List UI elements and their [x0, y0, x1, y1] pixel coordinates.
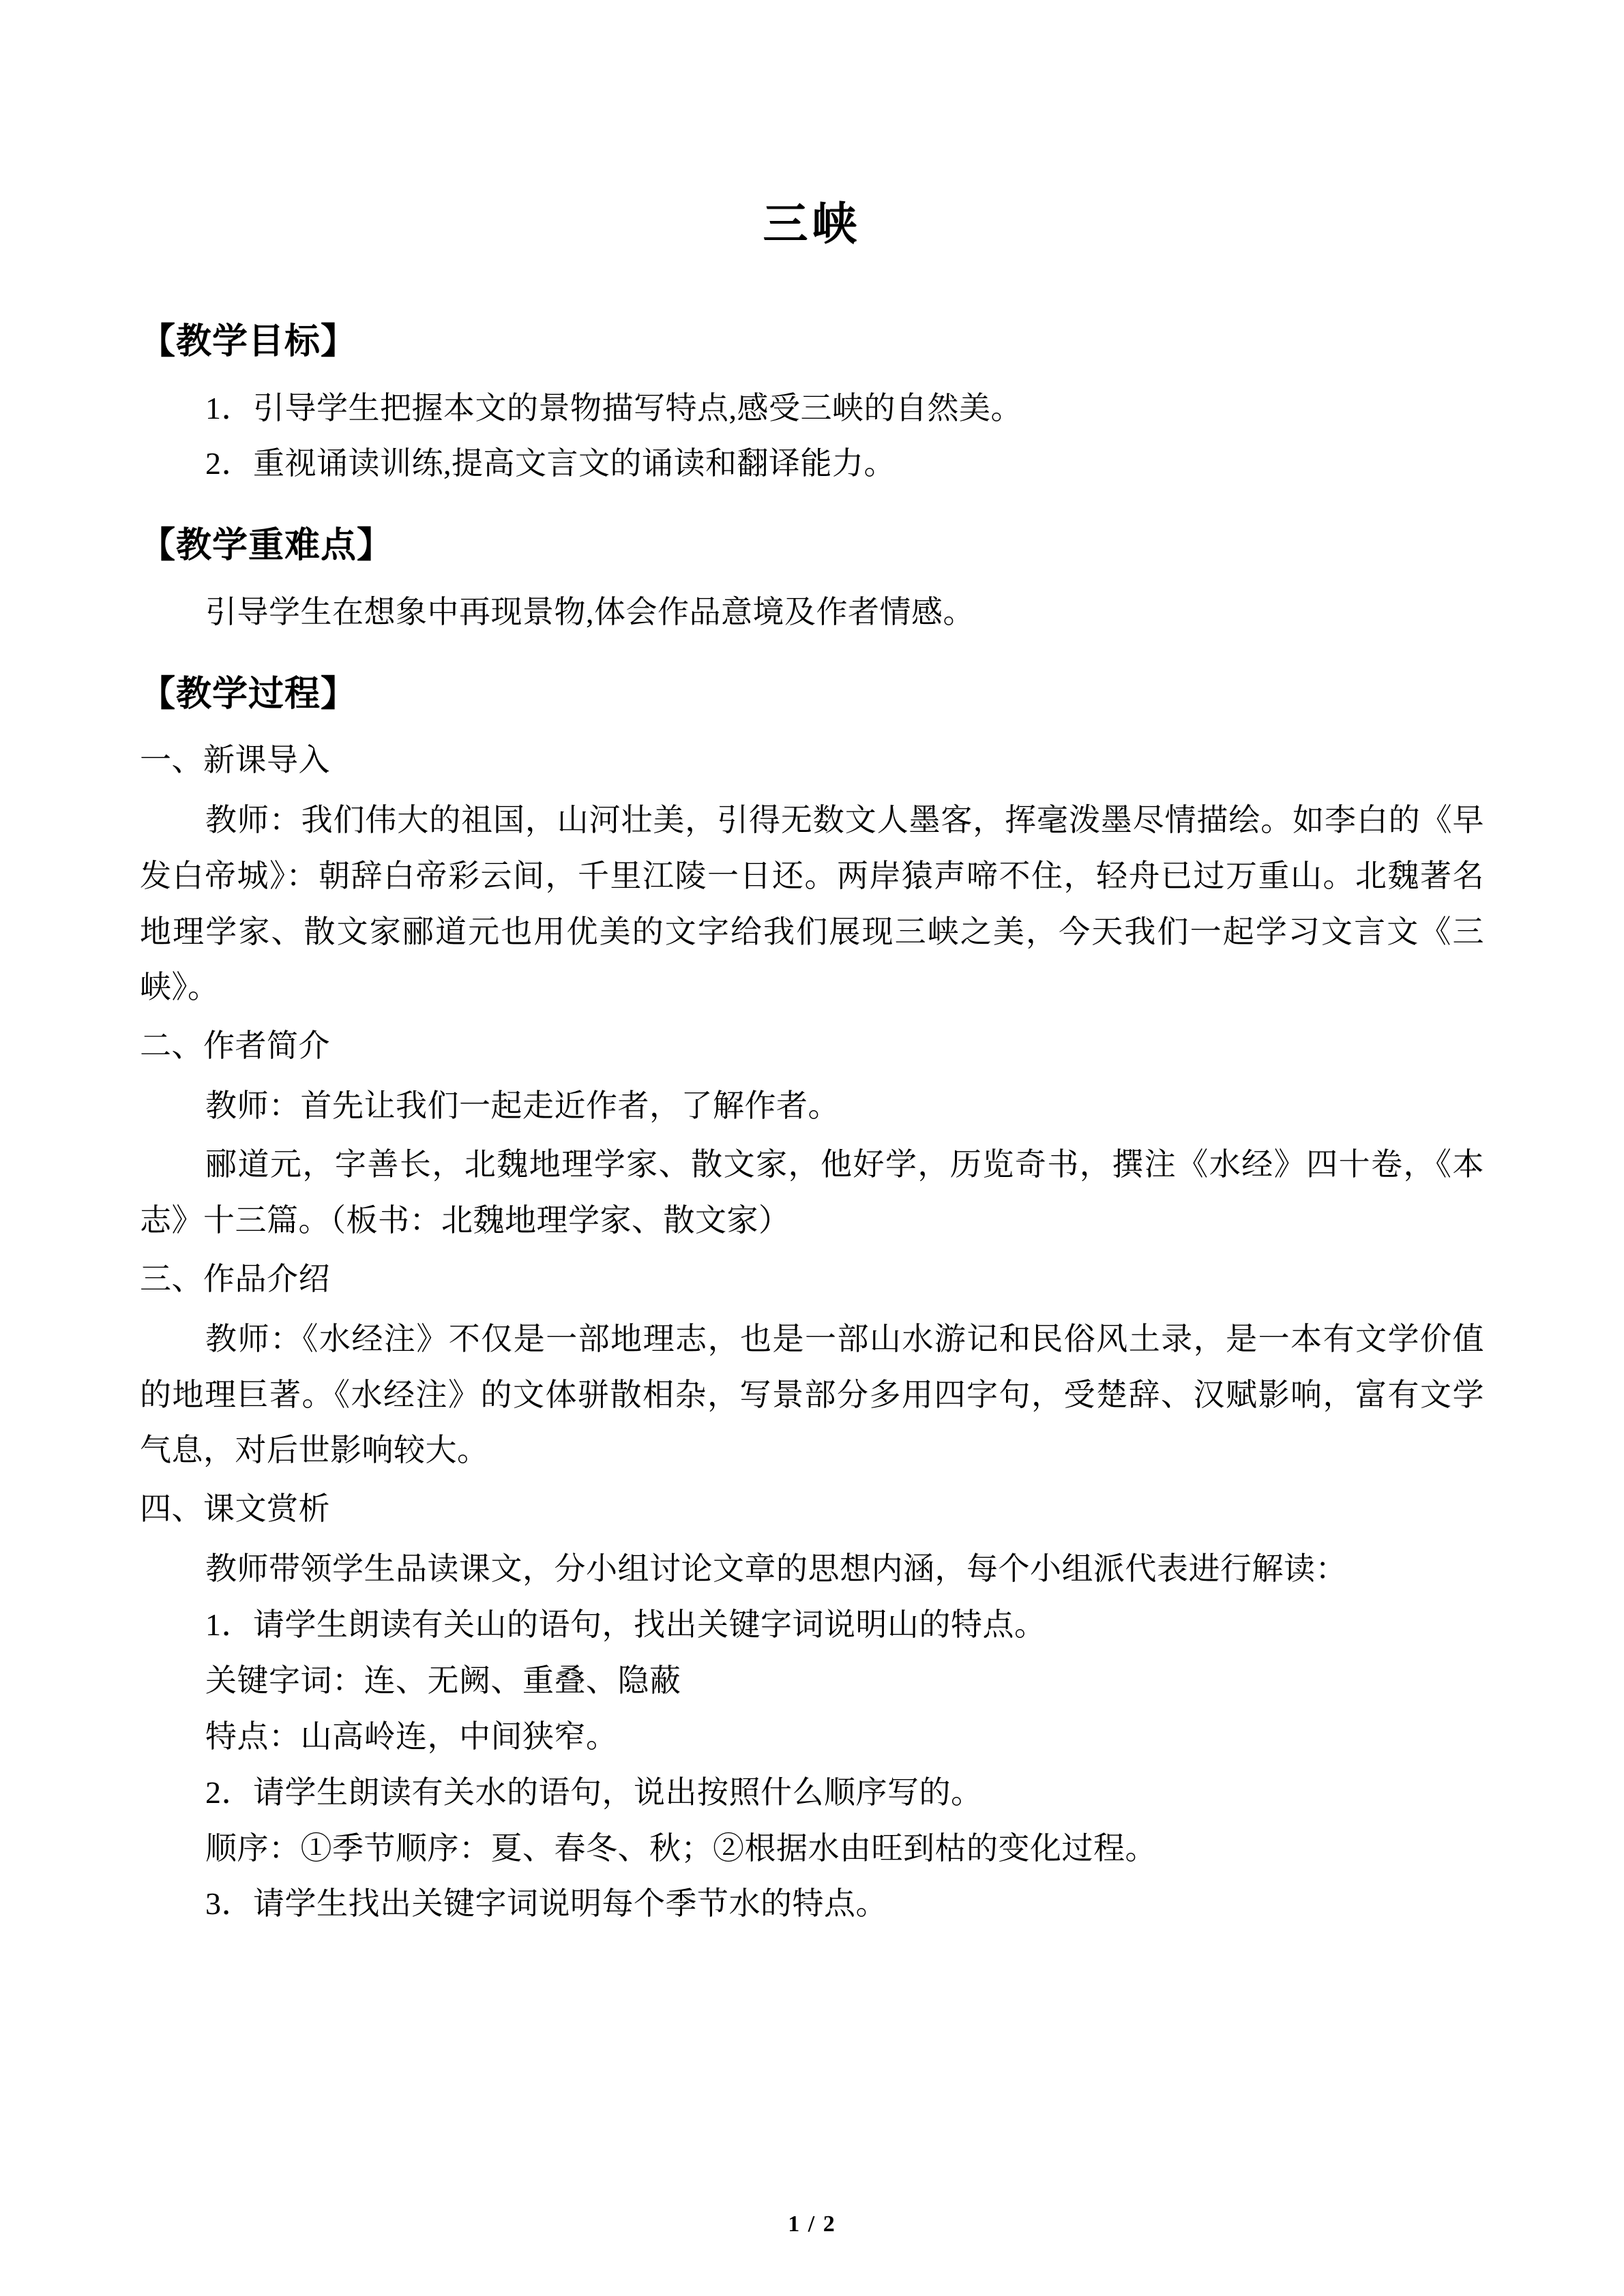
process-part-4-title: 四、课文赏析 [140, 1491, 330, 1527]
process-part-4-line-3: 关键字词：连、无阙、重叠、隐蔽 [205, 1663, 681, 1698]
objective-item-1: 1．引导学生把握本文的景物描写特点,感受三峡的自然美。 [205, 390, 1022, 426]
section-heading-process: 【教学过程】 [140, 674, 357, 714]
process-part-4-line-2: 1．请学生朗读有关山的语句，找出关键字词说明山的特点。 [205, 1607, 1046, 1643]
objective-item-2: 2．重视诵读训练,提高文言文的诵读和翻译能力。 [205, 446, 896, 481]
process-part-4-line-6: 顺序：①季节顺序：夏、春冬、秋；②根据水由旺到枯的变化过程。 [205, 1830, 1157, 1866]
process-part-4-line-5: 2．请学生朗读有关水的语句，说出按照什么顺序写的。 [205, 1774, 983, 1810]
section-heading-objectives: 【教学目标】 [140, 323, 357, 362]
process-part-3-paragraph: 教师：《水经注》不仅是一部地理志，也是一部山水游记和民俗风土录，是一本有文学价值的地理巨著。《水经注》的文体骈散相杂，写景部分多用四字句，受楚辞、汉赋影响，富有文学气息，对后世影响较大。 [140, 1321, 1484, 1468]
process-part-4-line-1: 教师带领学生品读课文，分小组讨论文章的思想内涵，每个小组派代表进行解读： [205, 1551, 1347, 1587]
page-number: 1 / 2 [788, 2211, 836, 2237]
section-heading-key-difficulties: 【教学重难点】 [140, 526, 394, 566]
process-part-1-paragraph: 教师：我们伟大的祖国，山河壮美，引得无数文人墨客，挥毫泼墨尽情描绘。如李白的《早发白帝城》：朝辞白帝彩云间，千里江陵一日还。两岸猿声啼不住，轻舟已过万重山。北魏著名地理学家、散文家郦道元也用优美的文字给我们展现三峡之美，今天我们一起学习文言文《三峡》。 [140, 802, 1484, 1005]
process-part-1-title: 一、新课导入 [140, 742, 330, 777]
key-difficulty-item-1: 引导学生在想象中再现景物,体会作品意境及作者情感。 [205, 594, 975, 629]
process-part-2-title: 二、作者简介 [140, 1028, 330, 1064]
page-title: 三峡 [763, 200, 861, 250]
process-part-4-line-7: 3．请学生找出关键字词说明每个季节水的特点。 [205, 1886, 887, 1922]
process-part-2-paragraph-2: 郦道元，字善长，北魏地理学家、散文家，他好学，历览奇书，撰注《水经》四十卷，《本志》十三篇。（板书：北魏地理学家、散文家） [140, 1147, 1484, 1238]
process-part-3-title: 三、作品介绍 [140, 1261, 330, 1296]
process-part-4-line-4: 特点：山高岭连，中间狭窄。 [205, 1718, 618, 1754]
process-part-2-paragraph-1: 教师：首先让我们一起走近作者，了解作者。 [205, 1088, 840, 1124]
